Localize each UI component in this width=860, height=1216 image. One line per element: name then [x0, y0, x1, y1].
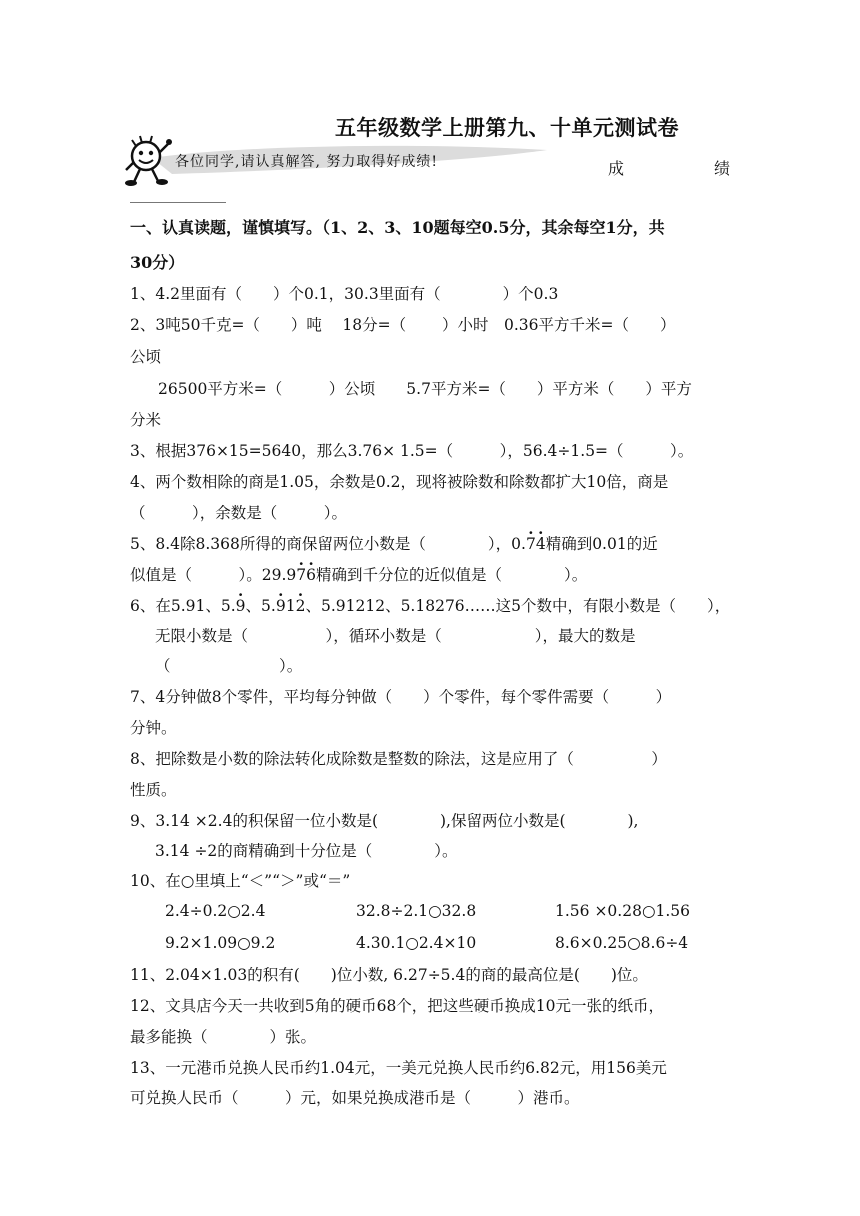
repeating-digit: · 4 [536, 533, 546, 555]
q6-text-b: 、5. [245, 597, 276, 615]
repeating-digit: · 9 [236, 595, 246, 617]
repeating-digit: · 9 [276, 595, 286, 617]
question-3: 3、根据376×15=5640，那么3.76× 1.5=（ ），56.4÷1.5=（ ）。 [130, 442, 694, 460]
question-1: 1、4.2里面有（ ）个0.1，30.3里面有（ ）个0.3 [130, 285, 559, 303]
comparison-item: 1.56 ×0.28○1.56 [555, 902, 690, 920]
q6-text-c: 1 [285, 597, 296, 615]
section-heading-cont: 30分） [130, 253, 185, 272]
question-12-cont: 最多能换（ ）张。 [130, 1028, 317, 1046]
repeating-digit: · 2 [296, 595, 306, 617]
score-label-2: 绩 [714, 159, 731, 178]
repeating-digit: · 6 [306, 564, 316, 586]
question-5-cont [130, 564, 735, 586]
question-9: 9、3.14 ×2.4的积保留一位小数是( ),保留两位小数是( ), [130, 812, 639, 830]
comparison-item: 9.2×1.09○9.2 [165, 934, 276, 952]
comparison-item: 2.4÷0.2○2.4 [165, 902, 266, 920]
question-11: 11、2.04×1.03的积有( )位小数, 6.27÷5.4的商的最高位是( )位。 [130, 966, 648, 984]
section-heading: 一、认真读题，谨慎填写。（1、2、3、10题每空0.5分，其余每空1分，共 [130, 218, 665, 237]
comparison-item: 4.30.1○2.4×10 [356, 934, 477, 952]
question-2: 2、3吨50千克=（ ）吨 18分=（ ）小时 0.36平方千米=（ ） [130, 316, 676, 334]
question-10-heading: 10、在○里填上“＜”“＞”或“＝” [130, 872, 351, 890]
repeating-digit: · 7 [296, 564, 306, 586]
score-label-1: 成 [608, 159, 625, 178]
q5-text-d: 精确到千分位的近似值是（ ）。 [316, 566, 588, 584]
q5-text-b: 精确到0.01的近 [545, 535, 658, 553]
q5-text-c: 似值是（ ）。29.9 [130, 566, 297, 584]
question-2-line4: 分米 [130, 411, 162, 429]
question-6-line3: （ ）。 [155, 657, 303, 675]
question-12: 12、文具店今天一共收到5角的硬币68个，把这些硬币换成10元一张的纸币， [130, 997, 665, 1015]
comparison-item: 8.6×0.25○8.6÷4 [555, 934, 689, 952]
question-5 [130, 533, 735, 555]
q6-text-a: 6、在5.91、5. [130, 597, 236, 615]
q6-text-e: 、5.91212、5.18276……这5个数中，有限小数是（ ）， [305, 597, 731, 615]
comparison-item: 32.8÷2.1○32.8 [356, 902, 477, 920]
question-6 [130, 595, 735, 617]
question-7: 7、4分钟做8个零件，平均每分钟做（ ）个零件，每个零件需要（ ） [130, 688, 672, 706]
question-13-cont: 可兑换人民币（ ）元，如果兑换成港币是（ ）港币。 [130, 1089, 580, 1107]
question-6-cont: 无限小数是（ ），循环小数是（ ），最大的数是 [155, 627, 636, 645]
question-2-line3: 26500平方米=（ ）公顷 5.7平方米=（ ）平方米（ ）平方 [158, 380, 692, 398]
question-13: 13、一元港币兑换人民币约1.04元，一美元兑换人民币约6.82元，用156美元 [130, 1059, 667, 1077]
score-underline [130, 202, 226, 203]
question-8: 8、把除数是小数的除法转化成除数是整数的除法，这是应用了（ ） [130, 750, 667, 768]
repeating-digit: · 7 [526, 533, 536, 555]
page-title: 五年级数学上册第九、十单元测试卷 [335, 115, 679, 140]
q5-text-a: 5、8.4除8.368所得的商保留两位小数是（ ），0. [130, 535, 526, 553]
question-4-cont: （ ），余数是（ ）。 [130, 504, 348, 522]
question-4: 4、两个数相除的商是1.05，余数是0.2，现将被除数和除数都扩大10倍，商是 [130, 473, 669, 491]
motto-text: 各位同学,请认真解答, 努力取得好成绩! [175, 154, 438, 170]
question-9-cont: 3.14 ÷2的商精确到十分位是（ ）。 [155, 842, 458, 860]
question-8-cont: 性质。 [130, 781, 177, 799]
question-2-cont: 公顷 [130, 348, 162, 366]
question-7-cont: 分钟。 [130, 719, 177, 737]
